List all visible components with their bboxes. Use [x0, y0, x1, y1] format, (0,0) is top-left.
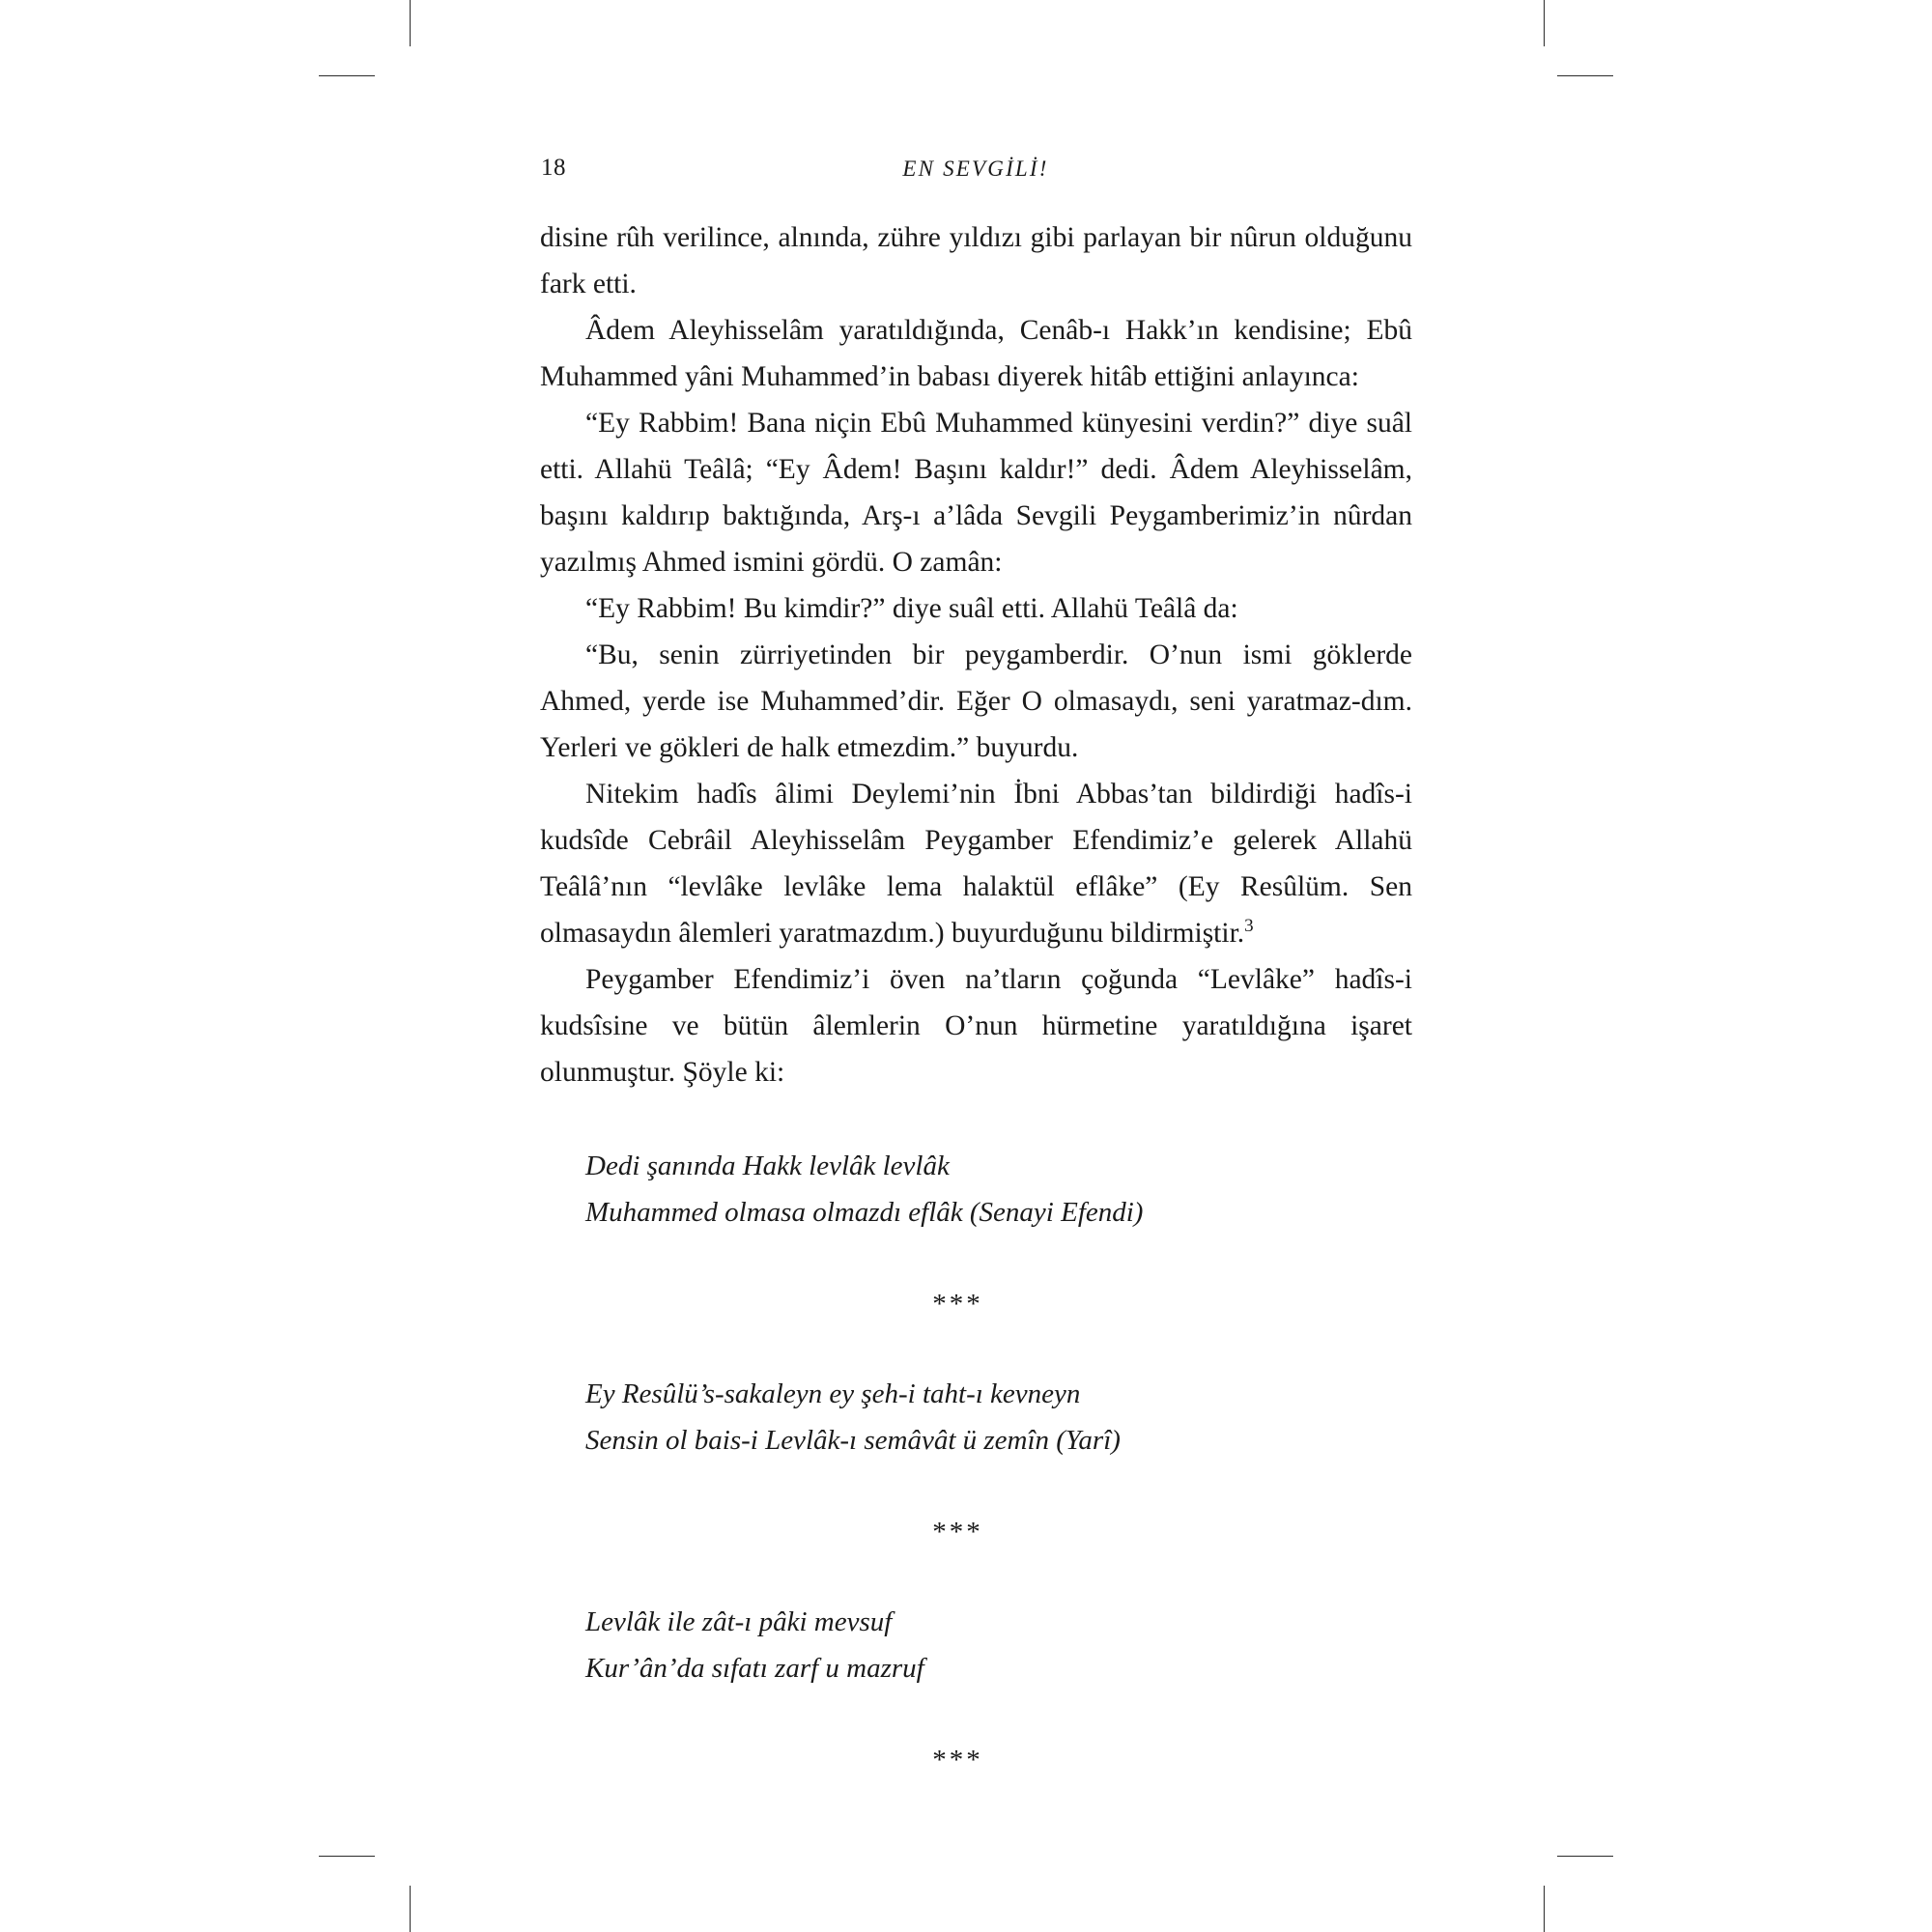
paragraph-with-footnote [540, 771, 1412, 956]
verse-line: Muhammed olmasa olmazdı eflâk (Senayi Efendi) [585, 1197, 1144, 1228]
spacer [540, 1321, 1412, 1371]
crop-mark-left-top [319, 75, 375, 76]
section-separator: *** [932, 1517, 983, 1548]
section-separator: *** [932, 1745, 983, 1776]
book-title-header: EN SEVGİLİ! [902, 156, 1049, 181]
paragraph: “Bu, senin zürriyetinden bir peygamberdir. O’nun ismi göklerde Ahmed, yerde ise Muhammed’dir. Eğer O olmasaydı, seni yaratmaz-dım. Yerleri ve gökleri de halk etmezdim.” buyurdu. [540, 639, 1412, 763]
running-head [541, 155, 1410, 184]
paragraph: “Ey Rabbim! Bu kimdir?” diye suâl etti. Allahü Teâlâ da: [585, 593, 1238, 624]
paragraph: disine rûh verilince, alnında, zühre yıldızı gibi parlayan bir nûrun olduğunu fark etti. [540, 222, 1412, 299]
paragraph: “Ey Rabbim! Bana niçin Ebû Muhammed künyesini verdin?” diye suâl etti. Allahü Teâlâ; “Ey Âdem! Başını kaldır!” dedi. Âdem Aleyhisselâm, başını kaldırıp baktığında, Arş-ı a’lâda Sevgili Peygamberimiz’in nûrdan yazılmış Ahmed ismini gördü. O zamân: [540, 408, 1412, 578]
crop-mark-right-bottom [1557, 1856, 1613, 1857]
page-number: 18 [541, 155, 566, 181]
verse-line: Levlâk ile zât-ı pâki mevsuf [585, 1606, 893, 1637]
crop-mark-right-top [1557, 75, 1613, 76]
paragraph: Âdem Aleyhisselâm yaratıldığında, Cenâb-ı Hakk’ın kendisine; Ebû Muhammed yâni Muhammed’in babası diyerek hitâb ettiğini anlayınca: [540, 315, 1412, 392]
crop-mark-left-bottom [319, 1856, 375, 1857]
verse-line: Kur’ân’da sıfatı zarf u mazruf [585, 1653, 924, 1684]
spacer [540, 1548, 1412, 1599]
verse-line: Ey Resûlü’s-sakaleyn ey şeh-i taht-ı kevneyn [585, 1378, 1081, 1409]
crop-mark-bottom-left [410, 1886, 411, 1932]
text-block [540, 214, 1412, 1776]
crop-mark-top-left [410, 0, 411, 46]
verse-line: Sensin ol bais-i Levlâk-ı semâvât ü zemîn (Yarî) [585, 1425, 1121, 1456]
crop-mark-bottom-right [1544, 1886, 1545, 1932]
paragraph: Peygamber Efendimiz’i öven na’tların çoğunda “Levlâke” hadîs-i kudsîsine ve bütün âlemlerin O’nun hürmetine yaratıldığına işaret olunmuştur. Şöyle ki: [540, 964, 1412, 1088]
footnote-marker: 3 [1244, 916, 1254, 937]
verse-line: Dedi şanında Hakk levlâk levlâk [585, 1151, 950, 1181]
paragraph-text: Nitekim hadîs âlimi Deylemi’nin İbni Abbas’tan bildirdiği hadîs-i kudsîde Cebrâil Aleyhisselâm Peygamber Efendimiz’e gelerek Allahü Teâlâ’nın “levlâke levlâke lema halaktül eflâke” (Ey Resûlüm. Sen olmasaydın âlemleri yaratmazdım.) buyurduğunu bildirmiştir. [540, 779, 1412, 949]
section-separator: *** [932, 1289, 983, 1320]
crop-mark-top-right [1544, 0, 1545, 46]
